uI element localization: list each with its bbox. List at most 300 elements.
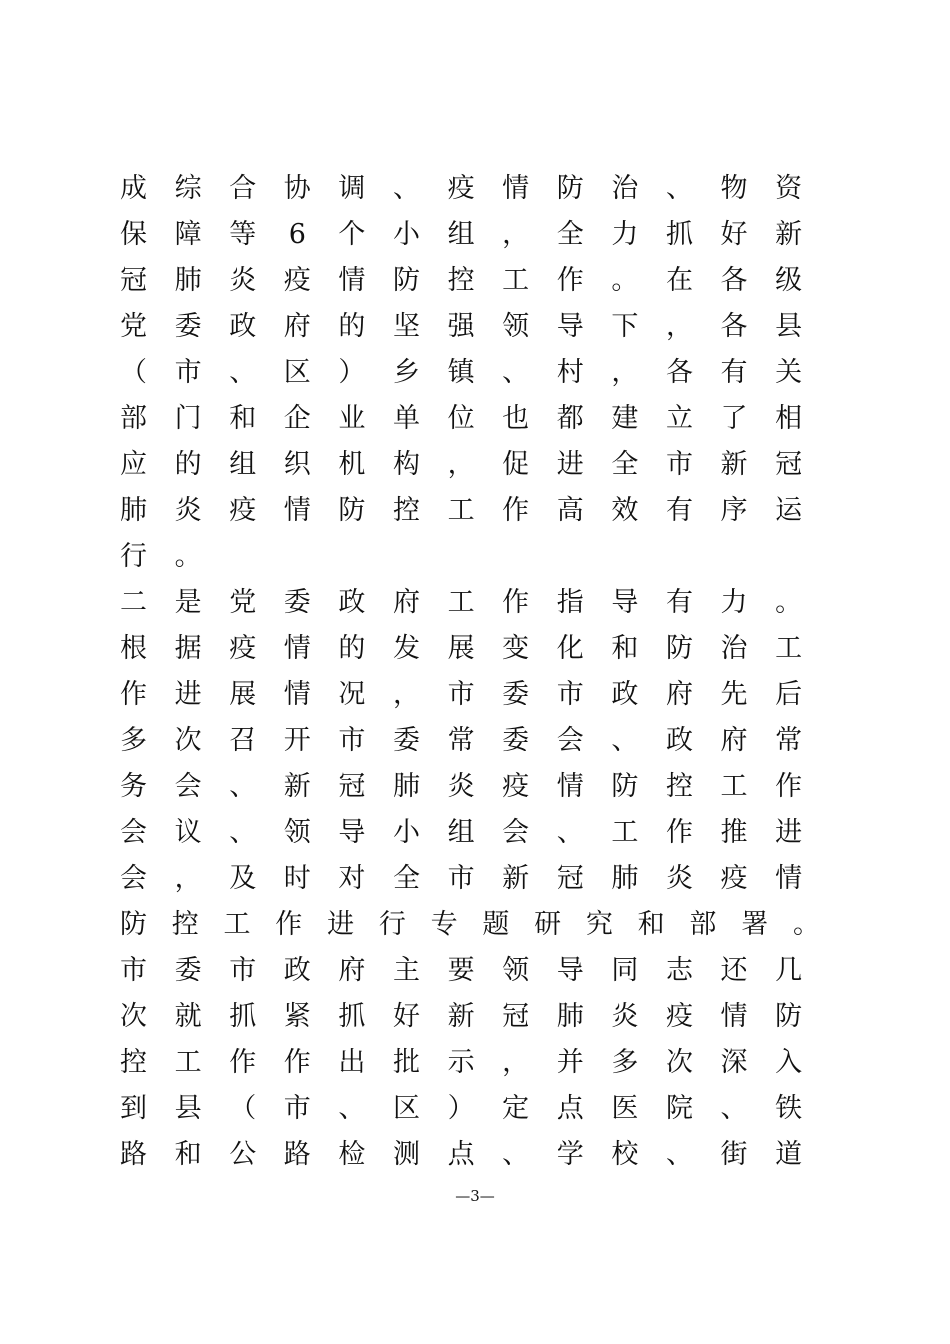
text-char: 作	[120, 679, 147, 710]
text-line	[120, 534, 820, 580]
text-char: 肺	[556, 1001, 584, 1032]
text-char: 作	[229, 1047, 257, 1078]
text-char: 政	[229, 311, 257, 342]
text-char: 新	[447, 1001, 475, 1032]
text-char: 工	[611, 817, 639, 848]
text-char: 导	[338, 817, 366, 848]
text-char: 展	[447, 633, 475, 664]
text-line	[120, 212, 820, 258]
text-char: 街	[720, 1139, 748, 1170]
text-char: 保	[120, 219, 147, 250]
text-char: 情	[720, 1001, 748, 1032]
text-char: 全	[392, 863, 420, 894]
text-char: 、	[229, 357, 257, 388]
text-char: 各	[720, 311, 748, 342]
text-char: 作	[283, 1047, 311, 1078]
text-char: 建	[611, 403, 639, 434]
text-char: 院	[665, 1093, 693, 1124]
text-char: 政	[338, 587, 366, 618]
text-char: 疫	[502, 771, 530, 802]
text-char: 会	[556, 725, 584, 756]
text-char: 导	[556, 955, 584, 986]
text-char: 冠	[502, 1001, 530, 1032]
text-char: 党	[120, 311, 147, 342]
text-char: 了	[720, 403, 748, 434]
text-char: 效	[611, 495, 639, 526]
text-char: 示	[447, 1047, 475, 1078]
text-char: 入	[775, 1047, 803, 1078]
text-char: 构	[392, 449, 420, 480]
text-char: 冠	[338, 771, 366, 802]
text-char: 疫	[447, 173, 475, 204]
text-char: 市	[338, 725, 366, 756]
text-line	[120, 350, 820, 396]
text-char: 是	[174, 587, 202, 618]
text-char: 新	[283, 771, 311, 802]
text-char: 调	[338, 173, 366, 204]
text-char: 点	[447, 1139, 475, 1170]
text-char: 、	[392, 173, 420, 204]
text-char: 肺	[120, 495, 147, 526]
text-char: 委	[502, 725, 530, 756]
text-char: 化	[556, 633, 584, 664]
text-char: 物	[720, 173, 748, 204]
text-char: 情	[338, 265, 366, 296]
text-line	[120, 442, 820, 488]
text-char: 下	[611, 311, 639, 342]
text-line	[120, 1086, 820, 1132]
text-char: 区	[392, 1093, 420, 1124]
text-line	[120, 580, 820, 626]
text-char: 、	[229, 771, 257, 802]
text-line	[120, 994, 820, 1040]
text-char: 市	[556, 679, 584, 710]
text-char: 资	[775, 173, 803, 204]
text-char: 各	[720, 265, 748, 296]
text-char: 县	[174, 1093, 202, 1124]
text-char: 次	[174, 725, 202, 756]
text-char: 力	[720, 587, 748, 618]
text-char: 出	[338, 1047, 366, 1078]
text-line	[120, 902, 820, 948]
text-char: ，	[447, 449, 475, 480]
text-char: 炎	[611, 1001, 639, 1032]
text-char: 抓	[665, 219, 693, 250]
text-char: 县	[775, 311, 803, 342]
text-char: 抓	[229, 1001, 257, 1032]
text-char: 好	[720, 219, 748, 250]
text-char: 的	[174, 449, 202, 480]
text-char: 批	[392, 1047, 420, 1078]
text-char: 情	[502, 173, 530, 204]
text-char: ，	[174, 863, 202, 894]
text-char: 公	[229, 1139, 257, 1170]
text-char: 发	[392, 633, 420, 664]
text-char: 作	[775, 771, 803, 802]
text-char: 行	[120, 541, 147, 572]
text-char: 疫	[229, 495, 257, 526]
text-char: 各	[665, 357, 693, 388]
text-char: 全	[611, 449, 639, 480]
text-char: 坚	[392, 311, 420, 342]
text-line	[120, 948, 820, 994]
text-char: ，	[665, 311, 693, 342]
text-char: 变	[502, 633, 530, 664]
text-char: 作	[502, 495, 530, 526]
text-char: 控	[392, 495, 420, 526]
text-char: 门	[174, 403, 202, 434]
text-char: 和	[611, 633, 639, 664]
text-char: 小	[392, 219, 420, 250]
text-char: 主	[392, 955, 420, 986]
text-char: 研	[534, 909, 562, 940]
text-char: 政	[283, 955, 311, 986]
text-char: 府	[392, 587, 420, 618]
text-char: 委	[174, 311, 202, 342]
text-char: 检	[338, 1139, 366, 1170]
text-char: 校	[611, 1139, 639, 1170]
text-char: 先	[720, 679, 748, 710]
text-char: 运	[775, 495, 803, 526]
text-line	[120, 396, 820, 442]
text-char: 同	[611, 955, 639, 986]
text-char: 深	[720, 1047, 748, 1078]
text-char: 促	[502, 449, 530, 480]
text-char: ）	[447, 1093, 475, 1124]
text-char: 就	[174, 1001, 202, 1032]
text-char: 防	[611, 771, 639, 802]
text-char: 冠	[120, 265, 147, 296]
text-char: 政	[665, 725, 693, 756]
text-line	[120, 764, 820, 810]
text-char: 和	[229, 403, 257, 434]
text-char: 开	[283, 725, 311, 756]
text-char: 署	[741, 909, 769, 940]
text-char: 新	[502, 863, 530, 894]
text-char: ，	[502, 1047, 530, 1078]
text-char: 作	[665, 817, 693, 848]
text-char: 情	[283, 633, 311, 664]
text-char: 党	[229, 587, 257, 618]
text-char: 、	[338, 1093, 366, 1124]
text-char: 和	[637, 909, 665, 940]
text-char: 多	[120, 725, 147, 756]
text-char: 府	[283, 311, 311, 342]
text-char: 防	[392, 265, 420, 296]
text-char: （	[120, 357, 147, 388]
text-char: 个	[338, 219, 366, 250]
text-char: 关	[775, 357, 803, 388]
text-char: 机	[338, 449, 366, 480]
text-char: 况	[338, 679, 366, 710]
text-char: 肺	[392, 771, 420, 802]
text-char: 、	[611, 725, 639, 756]
text-char: 作	[502, 587, 530, 618]
text-char: 治	[720, 633, 748, 664]
text-char: 府	[665, 679, 693, 710]
text-char: 委	[283, 587, 311, 618]
text-char: 常	[775, 725, 803, 756]
text-char: 铁	[775, 1093, 803, 1124]
text-char: 企	[283, 403, 311, 434]
text-char: 对	[338, 863, 366, 894]
text-char: 道	[775, 1139, 803, 1170]
text-char: 、	[720, 1093, 748, 1124]
text-char: 肺	[611, 863, 639, 894]
text-char: ，	[611, 357, 639, 388]
text-char: 防	[338, 495, 366, 526]
text-char: 次	[665, 1047, 693, 1078]
body-text	[120, 166, 820, 1178]
text-char: 织	[283, 449, 311, 480]
text-line	[120, 258, 820, 304]
text-char: 镇	[447, 357, 475, 388]
text-char: 高	[556, 495, 584, 526]
text-line	[120, 718, 820, 764]
text-char: 还	[720, 955, 748, 986]
text-char: 。	[792, 909, 820, 940]
page-number: —3—	[455, 1187, 495, 1205]
text-char: 行	[378, 909, 406, 940]
text-char: 新	[720, 449, 748, 480]
text-char: 题	[482, 909, 510, 940]
text-char: 路	[283, 1139, 311, 1170]
text-char: 测	[392, 1139, 420, 1170]
text-char: 疫	[665, 1001, 693, 1032]
text-char: 情	[556, 771, 584, 802]
text-char: 协	[283, 173, 311, 204]
text-char: 导	[556, 311, 584, 342]
text-char: 村	[556, 357, 584, 388]
text-char: 防	[120, 909, 147, 940]
text-char: 有	[720, 357, 748, 388]
text-line	[120, 626, 820, 672]
text-char: 新	[775, 219, 803, 250]
text-char: 的	[338, 311, 366, 342]
text-char: 时	[283, 863, 311, 894]
text-char: 务	[120, 771, 147, 802]
text-char: 6	[288, 219, 306, 250]
text-char: 进	[327, 909, 355, 940]
text-char: 工	[223, 909, 251, 940]
text-char: 工	[447, 587, 475, 618]
text-char: 相	[775, 403, 803, 434]
text-char: 市	[283, 1093, 311, 1124]
text-char: 的	[338, 633, 366, 664]
text-char: 议	[174, 817, 202, 848]
text-char: 市	[174, 357, 202, 388]
text-char: 、	[665, 173, 693, 204]
text-char: （	[229, 1093, 257, 1124]
text-char: 也	[502, 403, 530, 434]
text-char: 治	[611, 173, 639, 204]
text-line	[120, 1040, 820, 1086]
text-char: 有	[665, 495, 693, 526]
text-char: 级	[775, 265, 803, 296]
text-char: 领	[283, 817, 311, 848]
text-line	[120, 1132, 820, 1178]
text-char: 会	[174, 771, 202, 802]
text-char: 工	[447, 495, 475, 526]
text-char: 、	[502, 1139, 530, 1170]
text-char: 委	[392, 725, 420, 756]
text-line	[120, 166, 820, 212]
text-char: 控	[665, 771, 693, 802]
text-char: 情	[775, 863, 803, 894]
text-char: 情	[283, 495, 311, 526]
text-char: 防	[556, 173, 584, 204]
text-char: 市	[447, 679, 475, 710]
text-line	[120, 672, 820, 718]
text-char: 志	[665, 955, 693, 986]
text-char: 部	[120, 403, 147, 434]
text-char: 展	[229, 679, 257, 710]
text-char: 立	[665, 403, 693, 434]
text-char: 工	[502, 265, 530, 296]
text-char: 冠	[556, 863, 584, 894]
text-char: 控	[171, 909, 199, 940]
text-char: 控	[447, 265, 475, 296]
text-line	[120, 488, 820, 534]
text-char: 学	[556, 1139, 584, 1170]
text-char: 。	[174, 541, 202, 572]
text-char: 导	[611, 587, 639, 618]
text-char: 在	[665, 265, 693, 296]
text-char: 领	[502, 955, 530, 986]
text-char: 会	[120, 817, 147, 848]
text-char: 专	[430, 909, 458, 940]
text-char: 成	[120, 173, 147, 204]
text-line	[120, 304, 820, 350]
text-char: 会	[120, 863, 147, 894]
text-char: 路	[120, 1139, 147, 1170]
text-char: 好	[392, 1001, 420, 1032]
text-char: 及	[229, 863, 257, 894]
text-char: 点	[556, 1093, 584, 1124]
text-char: 。	[775, 587, 803, 618]
text-char: 据	[174, 633, 202, 664]
text-char: 冠	[775, 449, 803, 480]
text-char: 、	[502, 357, 530, 388]
text-char: 市	[447, 863, 475, 894]
text-char: 召	[229, 725, 257, 756]
text-char: 工	[775, 633, 803, 664]
text-char: 进	[775, 817, 803, 848]
text-char: 究	[585, 909, 613, 940]
text-char: 综	[174, 173, 202, 204]
text-char: 应	[120, 449, 147, 480]
text-char: 炎	[174, 495, 202, 526]
text-char: 。	[611, 265, 639, 296]
text-char: 区	[283, 357, 311, 388]
text-char: 肺	[174, 265, 202, 296]
text-char: 组	[447, 219, 475, 250]
text-char: 乡	[392, 357, 420, 388]
text-char: 疫	[720, 863, 748, 894]
text-char: 工	[720, 771, 748, 802]
text-char: 和	[174, 1139, 202, 1170]
text-char: 会	[502, 817, 530, 848]
text-char: 市	[120, 955, 147, 986]
text-char: 几	[775, 955, 803, 986]
text-char: 多	[611, 1047, 639, 1078]
text-char: 医	[611, 1093, 639, 1124]
text-char: 组	[229, 449, 257, 480]
text-char: 紧	[283, 1001, 311, 1032]
text-char: 根	[120, 633, 147, 664]
text-char: 后	[775, 679, 803, 710]
text-char: 防	[775, 1001, 803, 1032]
text-char: 小	[392, 817, 420, 848]
text-char: 等	[229, 219, 257, 250]
text-char: 作	[556, 265, 584, 296]
text-char: 控	[120, 1047, 147, 1078]
text-char: 进	[556, 449, 584, 480]
text-char: 进	[174, 679, 202, 710]
text-char: 情	[283, 679, 311, 710]
text-line	[120, 810, 820, 856]
text-char: 市	[229, 955, 257, 986]
text-char: 有	[665, 587, 693, 618]
text-char: 二	[120, 587, 147, 618]
text-char: 炎	[229, 265, 257, 296]
text-char: 、	[665, 1139, 693, 1170]
text-char: 领	[502, 311, 530, 342]
text-char: 推	[720, 817, 748, 848]
text-char: 全	[556, 219, 584, 250]
text-char: ）	[338, 357, 366, 388]
text-char: 炎	[665, 863, 693, 894]
text-char: 疫	[229, 633, 257, 664]
text-char: 抓	[338, 1001, 366, 1032]
text-char: 定	[502, 1093, 530, 1124]
text-char: 疫	[283, 265, 311, 296]
text-char: 委	[174, 955, 202, 986]
text-char: 合	[229, 173, 257, 204]
text-char: ，	[502, 219, 530, 250]
text-char: 序	[720, 495, 748, 526]
text-char: 单	[392, 403, 420, 434]
text-char: 炎	[447, 771, 475, 802]
text-char: 组	[447, 817, 475, 848]
text-char: 政	[611, 679, 639, 710]
text-char: 都	[556, 403, 584, 434]
text-char: 市	[665, 449, 693, 480]
text-char: 、	[556, 817, 584, 848]
text-char: 力	[611, 219, 639, 250]
text-char: 要	[447, 955, 475, 986]
text-char: 障	[174, 219, 202, 250]
text-char: 、	[229, 817, 257, 848]
text-char: 工	[174, 1047, 202, 1078]
text-char: 到	[120, 1093, 147, 1124]
text-char: 委	[502, 679, 530, 710]
text-char: 常	[447, 725, 475, 756]
text-char: 部	[689, 909, 717, 940]
text-char: 次	[120, 1001, 147, 1032]
text-char: 强	[447, 311, 475, 342]
text-char: ，	[392, 679, 420, 710]
text-char: 指	[556, 587, 584, 618]
text-char: 府	[720, 725, 748, 756]
text-char: 作	[275, 909, 303, 940]
text-char: 位	[447, 403, 475, 434]
text-char: 府	[338, 955, 366, 986]
text-char: 防	[665, 633, 693, 664]
text-line	[120, 856, 820, 902]
text-char: 业	[338, 403, 366, 434]
text-char: 并	[556, 1047, 584, 1078]
